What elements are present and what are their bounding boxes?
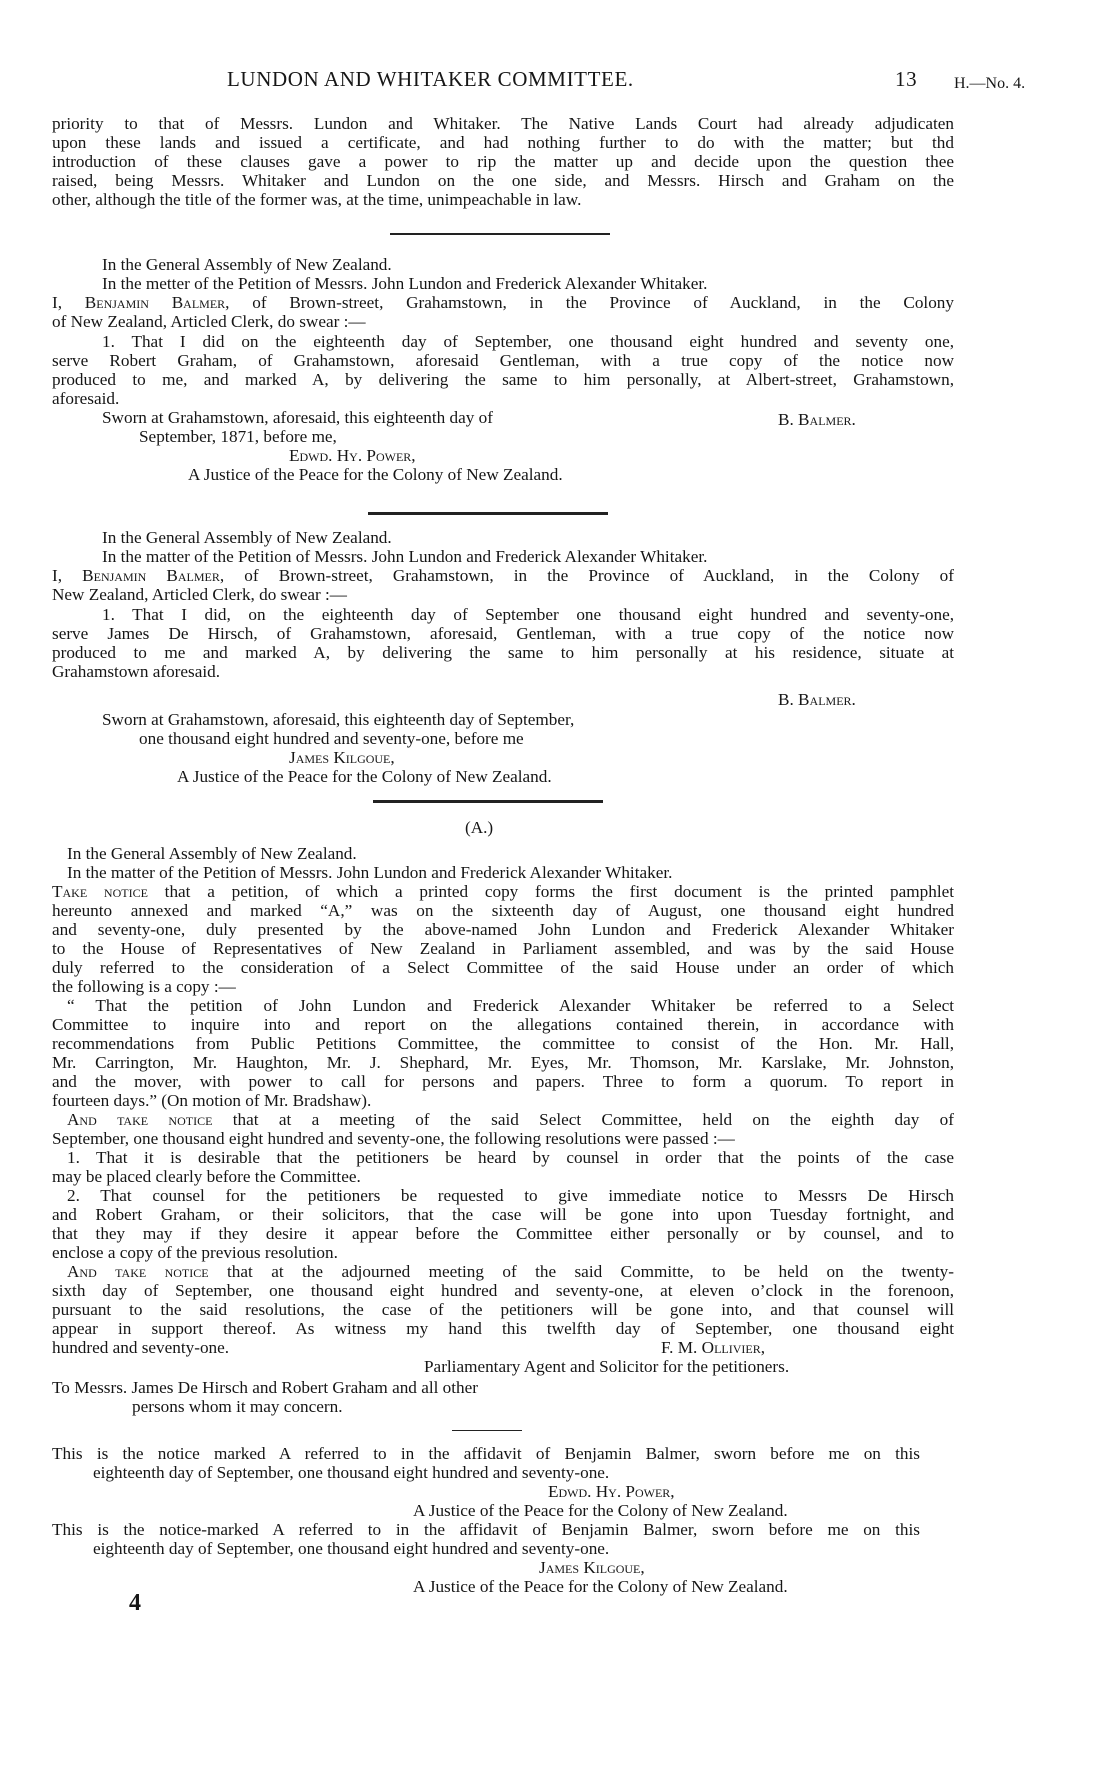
deponent-signature: B. Balmer. — [778, 410, 856, 429]
sworn-line: Sworn at Grahamstown, aforesaid, this eighteenth day of — [102, 408, 493, 427]
affidavit-paragraph-line: 1. That I did on the eighteenth day of September, one thousand eight hundred and seventy one, — [102, 332, 954, 351]
matter-heading: In the matter of the Petition of Messrs. John Lundon and Frederick Alexander Whitaker. — [67, 863, 673, 882]
notice-line: pursuant to the said resolutions, the case of the petitioners will be gone into, and that counsel will — [52, 1300, 954, 1319]
oath-line: I, Benjamin Balmer, of Brown-street, Grahamstown, in the Province of Auckland, in the Colony of — [52, 566, 954, 585]
affidavit-paragraph-line: aforesaid. — [52, 389, 120, 408]
intro-line: other, although the title of the former was, at the time, unimpeachable in law. — [52, 190, 582, 209]
justice-name: Edwd. Hy. Power, — [289, 446, 416, 465]
addressee-line: To Messrs. James De Hirsch and Robert Graham and all other — [52, 1378, 478, 1397]
notice-line: And take notice that at the adjourned meeting of the said Committe, to be held on the twenty- — [67, 1262, 954, 1281]
justice-title: A Justice of the Peace for the Colony of New Zealand. — [188, 465, 563, 484]
justice-title: A Justice of the Peace for the Colony of New Zealand. — [413, 1577, 788, 1596]
page-number: 13 — [895, 67, 918, 91]
quoted-order-line: Mr. Carrington, Mr. Haughton, Mr. J. Shephard, Mr. Eyes, Mr. Thomson, Mr. Karslake, Mr. Johnston, — [52, 1053, 954, 1072]
intro-line: raised, being Messrs. Whitaker and Lundon on the one side, and Messrs. Hirsch and Graham on the — [52, 171, 954, 190]
endorsement-line: eighteenth day of September, one thousand eight hundred and seventy-one. — [93, 1539, 610, 1558]
intro-line: priority to that of Messrs. Lundon and Whitaker. The Native Lands Court had already adjudicaten — [52, 114, 954, 133]
endorsement-line: This is the notice-marked A referred to in the affidavit of Benjamin Balmer, sworn before me on this — [52, 1520, 920, 1539]
agent-signature: F. M. Ollivier, — [661, 1338, 766, 1357]
resolution-line: enclose a copy of the previous resolution. — [52, 1243, 338, 1262]
intro-line: upon these lands and issued a certificate, and had nothing further to do with the matter; but thd — [52, 133, 954, 152]
notice-line: hereunto annexed and marked “A,” was on the sixteenth day of August, one thousand eight hundred — [52, 901, 954, 920]
sworn-line: Sworn at Grahamstown, aforesaid, this eighteenth day of September, — [102, 710, 575, 729]
quoted-order-line: Committee to inquire into and report on the allegations contained therein, in accordance with — [52, 1015, 954, 1034]
oath-line: I, Benjamin Balmer, of Brown-street, Grahamstown, in the Province of Auckland, in the Colony — [52, 293, 954, 312]
and-take-notice-label: And take notice — [67, 1262, 209, 1281]
deponent-signature: B. Balmer. — [778, 690, 856, 709]
agent-title: Parliamentary Agent and Solicitor for the petitioners. — [424, 1357, 790, 1376]
endorsement-line: This is the notice marked A referred to in the affidavit of Benjamin Balmer, sworn before me on this — [52, 1444, 920, 1463]
signature-mark: 4 — [129, 1590, 141, 1616]
resolution-line: that they may if they desire it appear before the Committee either personally or by counsel, and to — [52, 1224, 954, 1243]
oath-line: New Zealand, Articled Clerk, do swear :— — [52, 585, 347, 604]
notice-line: September, one thousand eight hundred and seventy-one, the following resolutions were passed :— — [52, 1129, 735, 1148]
notice-line: appear in support thereof. As witness my hand this twelfth day of September, one thousand eight — [52, 1319, 954, 1338]
deponent-name: Benjamin Balmer — [82, 566, 220, 585]
take-notice-label: Take notice — [52, 882, 148, 901]
affidavit-paragraph-line: serve Robert Graham, of Grahamstown, aforesaid Gentleman, with a true copy of the notice now — [52, 351, 954, 370]
sworn-line: one thousand eight hundred and seventy-one, before me — [139, 729, 524, 748]
notice-line: Take notice that a petition, of which a printed copy forms the first document is the printed pamphlet — [52, 882, 954, 901]
endorsement-line: eighteenth day of September, one thousand eight hundred and seventy-one. — [93, 1463, 610, 1482]
resolution-line: 1. That it is desirable that the petitioners be heard by counsel in order that the points of the case — [67, 1148, 954, 1167]
notice-line: the following is a copy :— — [52, 977, 236, 996]
oath-line: of New Zealand, Articled Clerk, do swear :— — [52, 312, 366, 331]
matter-heading: In the matter of the Petition of Messrs. John Lundon and Frederick Alexander Whitaker. — [102, 547, 708, 566]
section-divider — [373, 800, 603, 803]
notice-line: hundred and seventy-one. — [52, 1338, 230, 1357]
justice-name: James Kilgoue, — [289, 748, 395, 767]
document-reference: H.—No. 4. — [954, 75, 1026, 92]
sworn-line: September, 1871, before me, — [139, 427, 337, 446]
intro-line: introduction of these clauses gave a power to rip the matter up and decide upon the question thee — [52, 152, 954, 171]
quoted-order-line: recommendations from Public Petitions Committee, the committee to consist of the Hon. Mr. Hall, — [52, 1034, 954, 1053]
justice-title: A Justice of the Peace for the Colony of New Zealand. — [413, 1501, 788, 1520]
notice-line: sixth day of September, one thousand eight hundred and seventy-one, at eleven o’clock in the forenoon, — [52, 1281, 954, 1300]
notice-line: duly referred to the consideration of a Select Committee of the said House under an order of which — [52, 958, 954, 977]
resolution-line: and Robert Graham, or their solicitors, that the case will be gone into upon Tuesday fortnight, and — [52, 1205, 954, 1224]
quoted-order-line: “ That the petition of John Lundon and Frederick Alexander Whitaker be referred to a Select — [67, 996, 954, 1015]
affidavit-paragraph-line: serve James De Hirsch, of Grahamstown, aforesaid, Gentleman, with a true copy of the notice now — [52, 624, 954, 643]
matter-heading: In the metter of the Petition of Messrs. John Lundon and Frederick Alexander Whitaker. — [102, 274, 708, 293]
affidavit-paragraph-line: produced to me, and marked A, by delivering the same to him personally, at Albert-street, Grahamstown, — [52, 370, 954, 389]
justice-name: Edwd. Hy. Power, — [548, 1482, 675, 1501]
addressee-line: persons whom it may concern. — [132, 1397, 343, 1416]
section-divider — [390, 233, 610, 235]
affidavit-paragraph-line: Grahamstown aforesaid. — [52, 662, 220, 681]
section-divider — [368, 512, 608, 515]
resolution-line: 2. That counsel for the petitioners be requested to give immediate notice to Messrs De Hirsch — [67, 1186, 954, 1205]
assembly-heading: In the General Assembly of New Zealand. — [102, 528, 392, 547]
quoted-order-line: and the mover, with power to call for persons and papers. Three to form a quorum. To report in — [52, 1072, 954, 1091]
justice-title: A Justice of the Peace for the Colony of New Zealand. — [177, 767, 552, 786]
assembly-heading: In the General Assembly of New Zealand. — [67, 844, 357, 863]
quoted-order-line: fourteen days.” (On motion of Mr. Bradshaw). — [52, 1091, 372, 1110]
notice-label: (A.) — [465, 818, 494, 837]
affidavit-paragraph-line: 1. That I did, on the eighteenth day of September one thousand eight hundred and seventy-one, — [102, 605, 954, 624]
notice-line: And take notice that at a meeting of the said Select Committee, held on the eighth day of — [67, 1110, 954, 1129]
and-take-notice-label: And take notice — [67, 1110, 213, 1129]
notice-line: to the House of Representatives of New Zealand in Parliament assembled, and was by the said House — [52, 939, 954, 958]
notice-line: and seventy-one, duly presented by the above-named John Lundon and Frederick Alexander Whitaker — [52, 920, 954, 939]
resolution-line: may be placed clearly before the Committee. — [52, 1167, 361, 1186]
deponent-name: Benjamin Balmer — [84, 293, 226, 312]
short-divider — [452, 1430, 522, 1431]
justice-name: James Kilgoue, — [539, 1558, 645, 1577]
page-title: LUNDON AND WHITAKER COMMITTEE. — [227, 67, 634, 91]
assembly-heading: In the General Assembly of New Zealand. — [102, 255, 392, 274]
affidavit-paragraph-line: produced to me and marked A, by delivering the same to him personally at his residence, situate at — [52, 643, 954, 662]
